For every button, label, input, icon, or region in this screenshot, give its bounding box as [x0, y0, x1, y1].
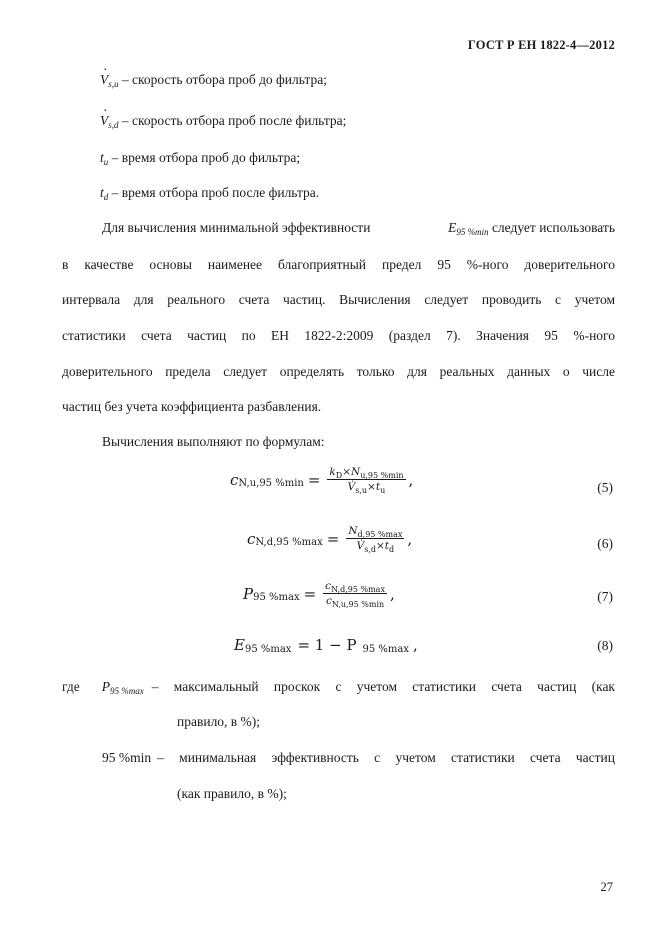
eq-fraction: $\frac{c_{N,d,95 \%max}}{c_{N,u,95 \%min}}$ [325, 580, 385, 609]
eq-lhs-subscript: 95 %max [244, 643, 292, 655]
document-header: ГОСТ Р ЕН 1822-4—2012 [467, 38, 615, 52]
eq-lhs-subscript: N,u,95 %min [238, 478, 304, 489]
definition-text: – скорость отбора проб до фильтра; [121, 72, 327, 87]
symbol-e: E [448, 220, 457, 235]
definition-tu [100, 150, 300, 166]
equation-number-8: (8) [597, 638, 613, 653]
paragraph-text: Для вычисления минимальной эффективности [102, 220, 371, 235]
eq-rhs: = 1 − P [297, 636, 357, 654]
eq-tail: , [407, 529, 413, 548]
paragraph-line-6: частиц без учета коэффициента разбавления. [62, 399, 322, 414]
paragraph-text: следует использовать [491, 220, 615, 235]
eq-lhs-subscript: 95 %max [253, 592, 300, 603]
symbol-95-min: 95 %min [102, 750, 152, 765]
equation-number-5: (5) [597, 480, 613, 495]
symbol-t: t [100, 185, 104, 200]
paragraph-line-1 [102, 220, 615, 236]
paragraph-line-4: статистики счета частиц по ЕН 1822-2:2009 (раздел 7). Значения 95 %-ного [62, 328, 615, 343]
definition-text: – время отбора проб после фильтра. [111, 185, 320, 200]
paragraph-line-5: доверительного предела следует определять только для реальных данных о числе [62, 364, 615, 379]
symbol-v: · V [100, 72, 108, 88]
symbol-subscript: u [103, 157, 109, 167]
symbol-subscript: s,u [108, 79, 119, 89]
definition-vsd [100, 113, 346, 129]
eq-fraction: $\frac{N_{d,95 \%max}}{V̇_{s,d}\times t_d}$ [348, 525, 403, 554]
eq-tail: , [413, 636, 418, 654]
where-label: где [62, 679, 80, 694]
eq-tail: , [389, 584, 395, 603]
symbol-t: t [100, 150, 104, 165]
eq-rhs-subscript: 95 %max [362, 643, 410, 655]
equation-7: P 95 %max = $\frac{c_{N,d,95 \%max}}{c_{N,u,95 \%min}}$ , [243, 580, 395, 609]
eq-lhs-symbol: c [247, 529, 256, 548]
equation-8 [234, 636, 418, 654]
eq-lhs-symbol: E [234, 636, 245, 654]
symbol-subscript: d [103, 192, 109, 202]
eq-lhs-symbol: c [230, 470, 239, 489]
where-item-1-text: – максимальный проскок с учетом статистики счета частиц (как [151, 679, 615, 694]
symbol-p: P [101, 679, 110, 694]
symbol-subscript: 95 %max [109, 686, 144, 696]
where-item-1-continuation: правило, в %); [177, 714, 261, 729]
paragraph-line-3: интервала для реального счета частиц. Вычисления следует проводить с учетом [62, 292, 615, 307]
where-item-2 [102, 750, 615, 766]
where-item-2-continuation: (как правило, в %); [177, 786, 287, 801]
definition-text: – скорость отбора проб после фильтра; [121, 113, 347, 128]
page-number: 27 [600, 880, 613, 894]
equation-number-7: (7) [597, 589, 613, 604]
definition-td [100, 185, 319, 201]
definition-text: – время отбора проб до фильтра; [111, 150, 301, 165]
formulas-intro: Вычисления выполняют по формулам: [102, 434, 325, 449]
eq-fraction: $\frac{k_D\times N_{u,95 \%min}}{V̇_{s,u}\times t_u}$ [329, 466, 404, 495]
eq-lhs-subscript: N,d,95 %max [255, 537, 323, 548]
definition-vsu [100, 72, 327, 88]
eq-tail: , [408, 470, 414, 489]
where-item-2-text: – минимальная эффективность с учетом статистики счета частиц [157, 750, 615, 765]
symbol-subscript: 95 %min [456, 227, 489, 237]
paragraph-line-2: в качестве основы наименее благоприятный предел 95 %-ного доверительного [62, 257, 615, 272]
eq-lhs-symbol: P [243, 584, 254, 603]
symbol-subscript: s,d [108, 120, 119, 130]
equation-6: c N,d,95 %max = $\frac{N_{d,95 \%max}}{V̇_{s,d}\times t_d}$ , [247, 525, 413, 554]
where-item-1 [62, 679, 615, 695]
equation-5: c N,u,95 %min = $\frac{k_D\times N_{u,95 \%min}}{V̇_{s,u}\times t_u}$ , [230, 466, 414, 495]
equation-number-6: (6) [597, 536, 613, 551]
symbol-v: · V [100, 113, 108, 129]
